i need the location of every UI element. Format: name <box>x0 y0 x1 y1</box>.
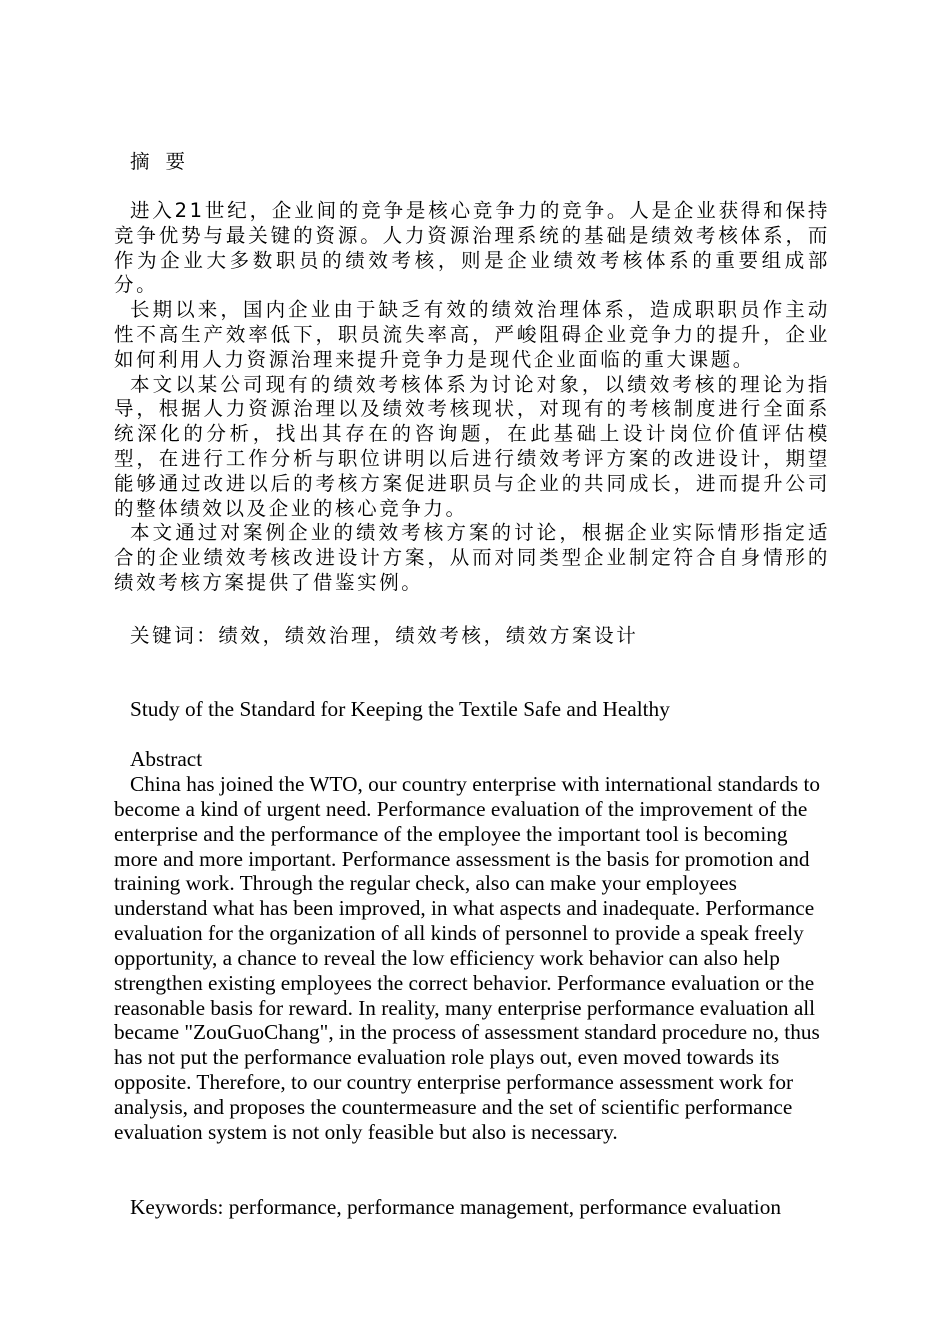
chinese-paragraph: 长期以来，国内企业由于缺乏有效的绩效治理体系，造成职职员作主动性不高生产效率低下，职员流失率高，严峻阻碍企业竞争力的提升，企业如何利用人力资源治理来提升竞争力是现代企业面临的重大课题。 <box>114 298 830 371</box>
heading-char-2: 要 <box>165 150 188 173</box>
english-keywords: Keywords: performance, performance management, performance evaluation <box>130 1195 782 1219</box>
chinese-abstract-heading <box>130 149 187 174</box>
heading-char-1: 摘 <box>130 150 152 173</box>
chinese-paragraph: 本文以某公司现有的绩效考核体系为讨论对象，以绩效考核的理论为指导，根据人力资源治理以及绩效考核现状，对现有的考核制度进行全面系统深化的分析，找出其存在的咨询题，在此基础上设计岗位价值评估模型，在进行工作分析与职位讲明以后进行绩效考评方案的改进设计，期望能够通过改进以后的考核方案促进职员与企业的共同成长，进而提升公司的整体绩效以及企业的核心竞争力。 <box>114 372 830 520</box>
english-title: Study of the Standard for Keeping the Textile Safe and Healthy <box>130 697 670 721</box>
chinese-abstract-body <box>114 199 830 596</box>
english-abstract-body: China has joined the WTO, our country enterprise with international standards to become a kind of urgent need. Performance evaluation of the improvement of the enterprise and the performance of the employee the important tool is becoming more and more important. Performance assessment is the basis for promotion and training work. Through the regular check, also can make your employees understand what has been improved, in what aspects and inadequate. Performance evaluation for the organization of all kinds of personnel to provide a speak freely opportunity, a chance to reveal the low efficiency work behavior can also help strengthen existing employees the correct behavior. Performance evaluation or the reasonable basis for reward. In reality, many enterprise performance evaluation all became "ZouGuoChang", in the process of assessment standard procedure no, thus has not put the performance evaluation role plays out, even moved towards its opposite. Therefore, to our country enterprise performance assessment work for analysis, and proposes the countermeasure and the set of scientific performance evaluation system is not only feasible but also is necessary. <box>114 772 821 1144</box>
chinese-paragraph: 进入21世纪，企业间的竞争是核心竞争力的竞争。人是企业获得和保持竞争优势与最关键的资源。人力资源治理系统的基础是绩效考核体系，而作为企业大多数职员的绩效考核，则是企业绩效考核体系的重要组成部分。 <box>114 199 830 297</box>
chinese-paragraph: 本文通过对案例企业的绩效考核方案的讨论，根据企业实际情形指定适合的企业绩效考核改进设计方案，从而对同类型企业制定符合自身情形的绩效考核方案提供了借鉴实例。 <box>114 521 830 594</box>
chinese-keywords: 关键词：绩效，绩效治理，绩效考核，绩效方案设计 <box>130 624 639 647</box>
english-abstract-heading: Abstract <box>130 747 203 771</box>
